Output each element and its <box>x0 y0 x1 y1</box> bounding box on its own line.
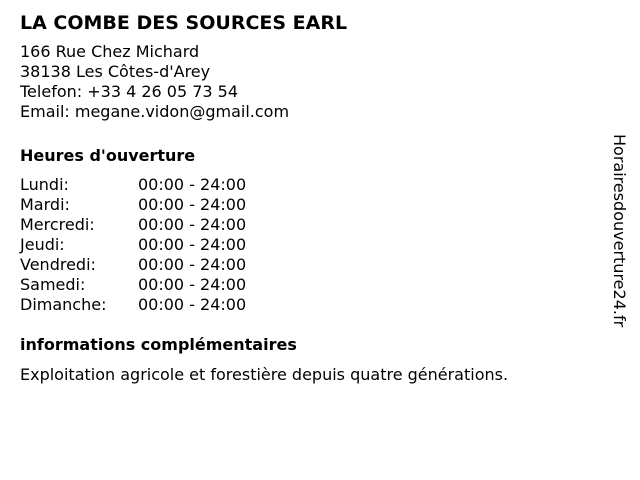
hours-row-sunday <box>20 295 600 315</box>
phone-number: Telefon: +33 4 26 05 73 54 <box>20 82 239 101</box>
email-address: Email: megane.vidon@gmail.com <box>20 102 290 121</box>
opening-hours-list <box>20 175 600 315</box>
hours-row-thursday <box>20 235 600 255</box>
time-range: 00:00 - 24:00 <box>138 275 247 294</box>
day-label: Mardi: <box>20 195 70 214</box>
day-label: Dimanche: <box>20 295 107 314</box>
time-range: 00:00 - 24:00 <box>138 215 247 234</box>
additional-info-title: informations complémentaires <box>20 335 297 354</box>
hours-row-saturday <box>20 275 600 295</box>
business-name: LA COMBE DES SOURCES EARL <box>20 12 348 34</box>
day-label: Samedi: <box>20 275 86 294</box>
business-card <box>20 10 600 385</box>
hours-row-wednesday <box>20 215 600 235</box>
hours-row-tuesday <box>20 195 600 215</box>
day-label: Mercredi: <box>20 215 95 234</box>
time-range: 00:00 - 24:00 <box>138 235 247 254</box>
time-range: 00:00 - 24:00 <box>138 195 247 214</box>
additional-info-text: Exploitation agricole et forestière depuis quatre générations. <box>20 365 509 384</box>
time-range: 00:00 - 24:00 <box>138 175 247 194</box>
address-line-2: 38138 Les Côtes-d'Arey <box>20 62 211 81</box>
site-watermark: Horairesdouverture24.fr <box>610 134 629 328</box>
day-label: Lundi: <box>20 175 69 194</box>
hours-row-friday <box>20 255 600 275</box>
hours-row-monday <box>20 175 600 195</box>
time-range: 00:00 - 24:00 <box>138 295 247 314</box>
day-label: Vendredi: <box>20 255 96 274</box>
time-range: 00:00 - 24:00 <box>138 255 247 274</box>
address-line-1: 166 Rue Chez Michard <box>20 42 200 61</box>
day-label: Jeudi: <box>20 235 65 254</box>
opening-hours-title: Heures d'ouverture <box>20 146 196 165</box>
